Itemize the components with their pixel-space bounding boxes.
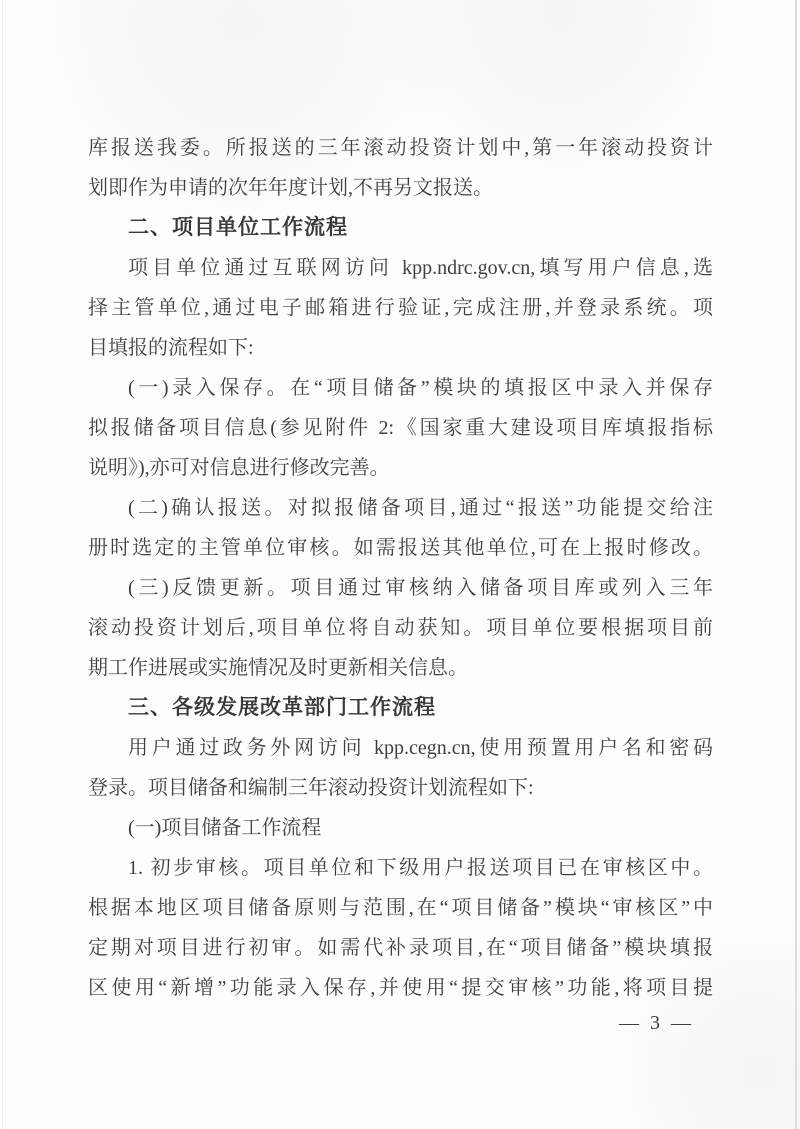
text-line: 登录。项目储备和编制三年滚动投资计划流程如下:: [88, 777, 534, 799]
text-line: 项目单位通过互联网访问 kpp.ndrc.gov.cn,填写用户信息,选: [128, 257, 713, 279]
section-heading-3: 三、各级发展改革部门工作流程: [128, 696, 436, 719]
text-line: 用户通过政务外网访问 kpp.cegn.cn,使用预置用户名和密码: [128, 737, 713, 759]
text-line: 择主管单位,通过电子邮箱进行验证,完成注册,并登录系统。项: [88, 297, 713, 319]
section-heading-2: 二、项目单位工作流程: [128, 216, 348, 239]
page-number: — 3 —: [619, 1012, 694, 1034]
text-line: 滚动投资计划后,项目单位将自动获知。项目单位要根据项目前: [88, 617, 713, 639]
document-body: [88, 128, 713, 1008]
text-line: 1. 初步审核。项目单位和下级用户报送项目已在审核区中。: [128, 857, 713, 879]
text-line: (二)确认报送。对拟报储备项目,通过“报送”功能提交给注: [128, 497, 713, 519]
scan-edge-left: [2, 0, 3, 1129]
text-line: 定期对项目进行初审。如需代补录项目,在“项目储备”模块填报: [88, 937, 713, 959]
text-line: (三)反馈更新。项目通过审核纳入储备项目库或列入三年: [128, 577, 713, 599]
text-line: (一)录入保存。在“项目储备”模块的填报区中录入并保存: [128, 377, 713, 399]
text-line: 区使用“新增”功能录入保存,并使用“提交审核”功能,将项目提: [88, 977, 713, 999]
subsection-heading: (一)项目储备工作流程: [128, 817, 322, 839]
text-line: 说明》),亦可对信息进行修改完善。: [88, 457, 390, 479]
text-line: 目填报的流程如下:: [88, 337, 254, 359]
text-line: 期工作进展或实施情况及时更新相关信息。: [88, 657, 468, 679]
text-line: 库报送我委。所报送的三年滚动投资计划中,第一年滚动投资计: [88, 137, 713, 159]
text-line: 册时选定的主管单位审核。如需报送其他单位,可在上报时修改。: [88, 537, 713, 559]
text-line: 划即作为申请的次年年度计划,不再另文报送。: [88, 177, 493, 199]
scan-edge-right: [795, 0, 797, 1129]
text-line: 根据本地区项目储备原则与范围,在“项目储备”模块“审核区”中: [88, 897, 713, 919]
text-line: 拟报储备项目信息(参见附件 2:《国家重大建设项目库填报指标: [88, 417, 713, 439]
